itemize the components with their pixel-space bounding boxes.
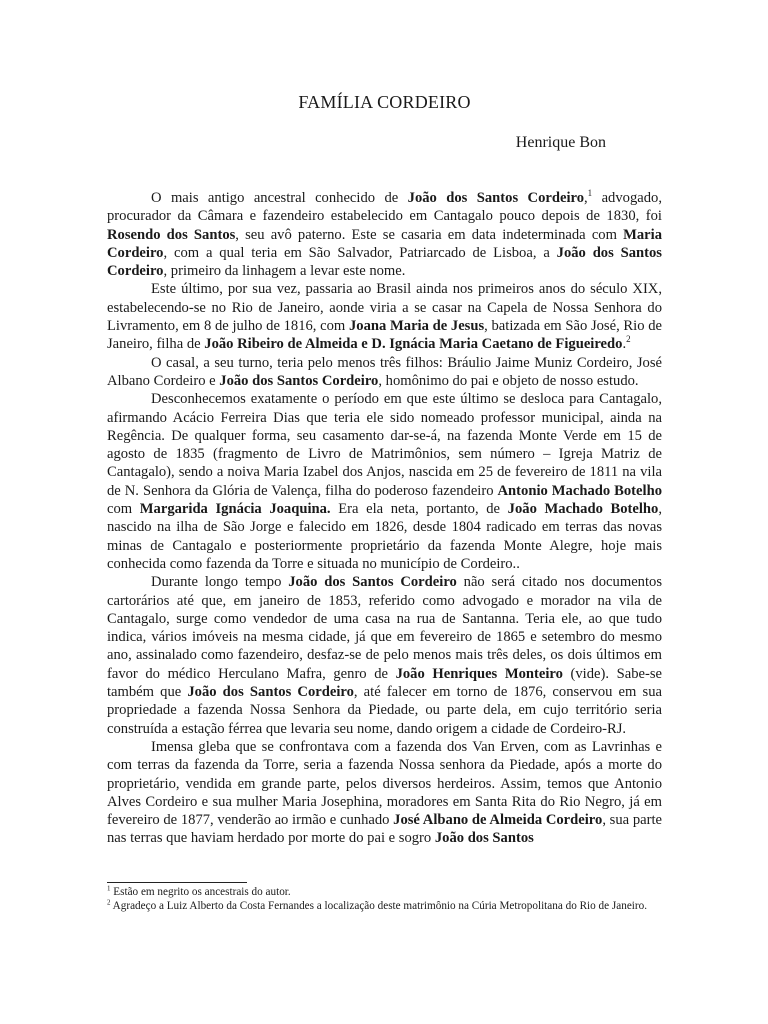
ancestor-name: João dos Santos Cordeiro <box>107 244 662 280</box>
paragraph-3 <box>107 354 662 391</box>
text: (vide). Sabe-se também que <box>107 665 662 701</box>
footnote-ref[interactable]: 2 <box>626 334 631 345</box>
paragraph-2 <box>107 280 662 353</box>
ancestor-name: Antonio Machado Botelho <box>497 482 662 499</box>
text: com <box>107 501 140 518</box>
ancestor-name: João dos Santos Cordeiro <box>407 190 585 206</box>
ancestor-name: Rosendo dos Santos <box>107 226 236 243</box>
text: , sua parte nas terras que haviam herdado por morte do pai e sogro <box>107 812 662 847</box>
text: Era ela neta, portanto, de <box>330 501 508 518</box>
text: . <box>622 336 627 353</box>
footnote-text: Estão em negrito os ancestrais do autor. <box>110 886 291 898</box>
text: Desconhecemos exatamente o período em que este último se desloca para Cantagalo, afirmando Acácio Ferreira Dias que teria ele sido nomeado professor municipal, ainda na Regência. De qualquer forma, seu casamento dar-se-á, na fazenda Monte Verde em 15 de agosto de 1835 (fragmento de Livro de Matrimônios, sem número – Igreja Matriz de Cantagalo), sendo a noiva Maria Izabel dos Anjos, nascida em 25 de fevereiro de 1811 na vila de N. Senhora da Glória de Valença, filha do poderoso fazendeiro <box>107 391 662 499</box>
text: O mais antigo ancestral conhecido de <box>151 190 408 206</box>
author-name: Henrique Bon <box>515 134 606 151</box>
footnote-number: 2 <box>107 897 111 906</box>
footnote-ref[interactable]: 1 <box>587 188 593 199</box>
text: , nascido na ilha de São Jorge e falecido em 1826, desde 1804 radicado em terras das novas minas de Cantagalo e posteriormente proprietário da fazenda Monte Alegre, hoje mais conhecida como fazenda da Torre e situada no município de Cordeiro.. <box>107 501 662 572</box>
footnote-text: Agradeço a Luiz Alberto da Costa Fernandes a localização deste matrimônio na Cúria Metropolitana do Rio de Janeiro. <box>110 899 648 912</box>
footnotes <box>107 886 662 913</box>
text: , com a qual teria em São Salvador, Patriarcado de Lisboa, a <box>163 244 557 261</box>
ancestor-name: Margarida Ignácia Joaquina. <box>139 501 331 518</box>
ancestor-name: João Ribeiro de Almeida e D. Ignácia Maria Caetano de Figueiredo <box>204 336 623 353</box>
ancestor-name: Maria Cordeiro <box>107 226 663 261</box>
text: Este último, por sua vez, passaria ao Brasil ainda nos primeiros anos do século XIX, estabelecendo-se no Rio de Janeiro, aonde viria a se casar na Capela de Nossa Senhora do Livramento, em 8 de julho de 1816, com <box>107 281 662 335</box>
text: Durante longo tempo <box>151 574 289 591</box>
paragraph-1: O mais antigo ancestral conhecido de João dos Santos Cordeiro,$^1$ advogado, procurador da Câmara e fazendeiro estabelecido em Cantagalo pouco depois de 1830, foi Rosendo dos Santos, seu avô paterno. Este se casaria em data indeterminada com Maria Cordeiro, com a qual teria em São Salvador, Patriarcado de Lisboa, a João dos Santos Cordeiro, primeiro da linhagem a levar este nome. <box>107 188 663 280</box>
text: não será citado nos documentos cartorários até que, em janeiro de 1853, referido como advogado e morador na vila de Cantagalo, surge como vendedor de uma casa na rua de Santanna. Teria ele, ao que tudo indica, vários imóveis na mesma cidade, já que em fevereiro de 1865 e setembro do mesmo ano, assinalado como fazendeiro, desfaz-se de pelo menos mais três deles, os dois últimos em favor do médico Herculano Mafra, genro de <box>107 574 662 682</box>
footnote-2 <box>107 897 662 914</box>
text: Imensa gleba que se confrontava com a fazenda dos Van Erven, com as Lavrinhas e com terras da fazenda da Torre, seria a fazenda Nossa senhora da Piedade, após a morte do proprietário, vendida em grande parte, pelos diversos herdeiros. Assim, temos que Antonio Alves Cordeiro e sua mulher Maria Josephina, moradores em Santa Rita do Rio Negro, já em fevereiro de 1877, venderão ao irmão e cunhado <box>107 738 662 829</box>
footnote-divider <box>107 882 247 883</box>
ancestor-name: José Albano de Almeida Cordeiro <box>393 812 603 829</box>
text: , batizada em São José, Rio de Janeiro, filha de <box>107 318 662 353</box>
ancestor-name: João dos Santos Cordeiro <box>219 372 379 389</box>
footnote-number: 1 <box>107 884 111 893</box>
ancestor-name: João dos Santos <box>434 830 534 847</box>
text: , primeiro da linhagem a levar este nome. <box>163 263 406 280</box>
ancestor-name: João dos Santos Cordeiro <box>187 684 354 701</box>
paragraph-6 <box>107 738 662 848</box>
paragraph-5 <box>107 573 662 738</box>
ancestor-name: João Machado Botelho <box>507 501 659 518</box>
ancestor-name: João dos Santos Cordeiro <box>288 574 457 591</box>
text: , seu avô paterno. Este se casaria em data indeterminada com <box>235 226 624 243</box>
text: , até falecer em torno de 1876, conservou em sua propriedade a fazenda Nossa Senhora da Piedade, ou parte dela, em cujo território seria construída a estação férrea que levaria seu nome, dando origem a cidade de Cordeiro-RJ. <box>107 684 662 737</box>
ancestor-name: Joana Maria de Jesus <box>349 318 485 335</box>
text: , homônimo do pai e objeto de nosso estudo. <box>378 372 639 389</box>
ancestor-name: João Henriques Monteiro <box>395 665 563 682</box>
footnote-1 <box>107 886 662 900</box>
paragraph-4 <box>107 390 662 573</box>
page-title: FAMÍLIA CORDEIRO <box>298 92 471 112</box>
text: advogado, procurador da Câmara e fazendeiro estabelecido em Cantagalo pouco depois de 1830, foi <box>107 190 662 225</box>
document-body <box>107 189 662 848</box>
text: O casal, a seu turno, teria pelo menos três filhos: Bráulio Jaime Muniz Cordeiro, José Albano Cordeiro e <box>107 354 662 389</box>
